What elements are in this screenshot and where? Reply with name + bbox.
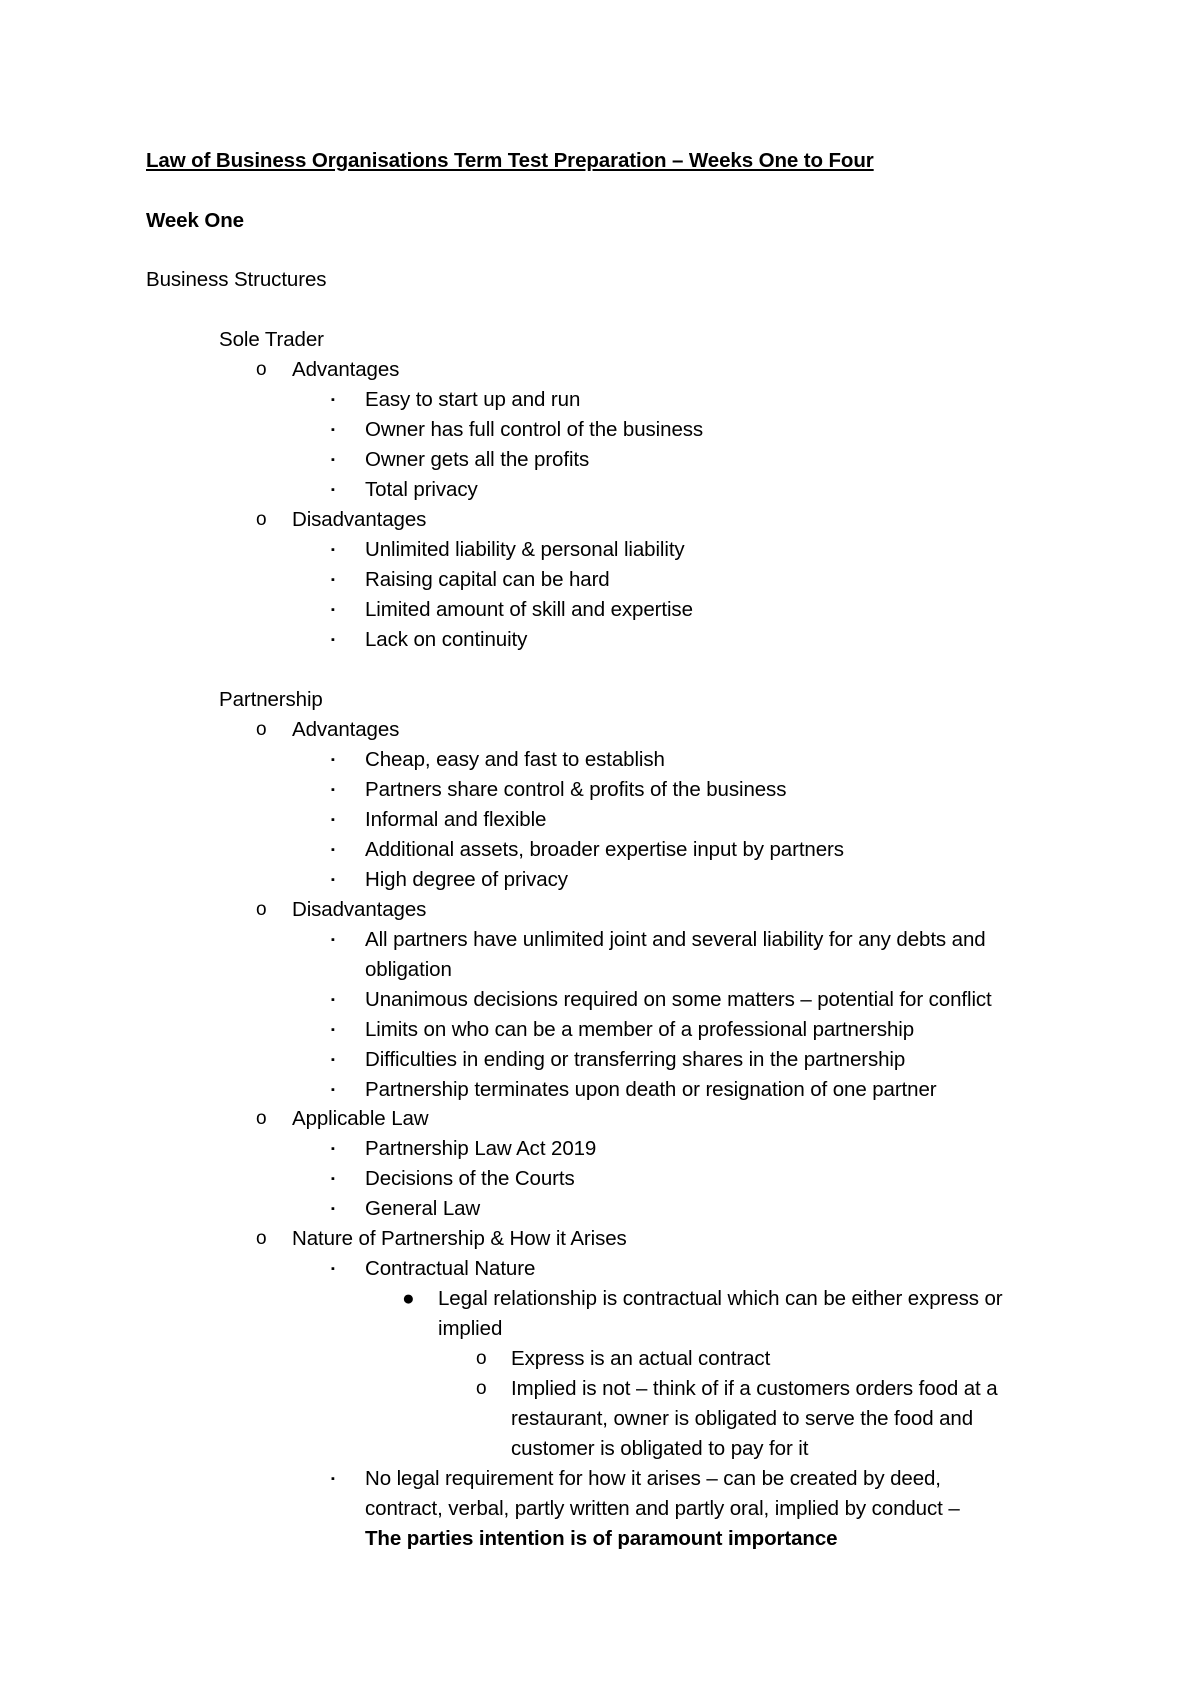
week-heading: Week One	[146, 209, 244, 232]
square-bullet-icon: ▪	[331, 1024, 335, 1036]
square-bullet-icon: ▪	[331, 754, 335, 766]
square-bullet-icon: ▪	[331, 424, 335, 436]
circle-bullet-icon: o	[256, 1108, 267, 1129]
list-item: Informal and flexible	[365, 808, 547, 831]
list-item-continuation: restaurant, owner is obligated to serve the food and	[511, 1407, 974, 1430]
square-bullet-icon: ▪	[331, 994, 335, 1006]
list-item: Owner has full control of the business	[365, 418, 704, 441]
list-item: Unanimous decisions required on some matters – potential for conflict	[365, 988, 992, 1011]
list-item-continuation: customer is obligated to pay for it	[511, 1437, 809, 1460]
square-bullet-icon: ▪	[331, 394, 335, 406]
nature-label: Nature of Partnership & How it Arises	[292, 1227, 627, 1250]
list-item: Implied is not – think of if a customers orders food at a	[511, 1377, 998, 1400]
circle-bullet-icon: o	[476, 1378, 487, 1399]
square-bullet-icon: ▪	[331, 1203, 335, 1215]
square-bullet-icon: ▪	[331, 1084, 335, 1096]
list-item: Decisions of the Courts	[365, 1167, 575, 1190]
list-item-continuation: obligation	[365, 958, 452, 981]
sole-trader-disadvantages-label: Disadvantages	[292, 508, 427, 531]
dot-bullet-icon: ●	[402, 1287, 415, 1310]
list-item: Partners share control & profits of the business	[365, 778, 787, 801]
square-bullet-icon: ▪	[331, 634, 335, 646]
list-item: No legal requirement for how it arises – can be created by deed,	[365, 1467, 941, 1490]
square-bullet-icon: ▪	[331, 454, 335, 466]
list-item: General Law	[365, 1197, 481, 1220]
section-heading: Business Structures	[146, 268, 327, 291]
list-item-continuation: implied	[438, 1317, 503, 1340]
document-title: Law of Business Organisations Term Test Preparation – Weeks One to Four	[146, 149, 874, 172]
sole-trader-advantages-label: Advantages	[292, 358, 400, 381]
circle-bullet-icon: o	[256, 719, 267, 740]
square-bullet-icon: ▪	[331, 484, 335, 496]
square-bullet-icon: ▪	[331, 604, 335, 616]
square-bullet-icon: ▪	[331, 1054, 335, 1066]
applicable-law-label: Applicable Law	[292, 1107, 429, 1130]
list-item: Limited amount of skill and expertise	[365, 598, 693, 621]
list-item: Partnership Law Act 2019	[365, 1137, 597, 1160]
square-bullet-icon: ▪	[331, 814, 335, 826]
list-item: Partnership terminates upon death or resignation of one partner	[365, 1078, 937, 1101]
list-item: Cheap, easy and fast to establish	[365, 748, 665, 771]
list-item: Total privacy	[365, 478, 478, 501]
square-bullet-icon: ▪	[331, 1473, 335, 1485]
square-bullet-icon: ▪	[331, 1263, 335, 1275]
circle-bullet-icon: o	[256, 1228, 267, 1249]
sole-trader-heading: Sole Trader	[219, 328, 324, 351]
contractual-nature-label: Contractual Nature	[365, 1257, 536, 1280]
list-item: Lack on continuity	[365, 628, 528, 651]
list-item: Additional assets, broader expertise input by partners	[365, 838, 844, 861]
list-item: Raising capital can be hard	[365, 568, 610, 591]
list-item: Owner gets all the profits	[365, 448, 590, 471]
square-bullet-icon: ▪	[331, 1143, 335, 1155]
list-item: Legal relationship is contractual which can be either express or	[438, 1287, 1003, 1310]
list-item: Limits on who can be a member of a professional partnership	[365, 1018, 915, 1041]
square-bullet-icon: ▪	[331, 574, 335, 586]
square-bullet-icon: ▪	[331, 544, 335, 556]
list-item: High degree of privacy	[365, 868, 568, 891]
square-bullet-icon: ▪	[331, 784, 335, 796]
list-item: Difficulties in ending or transferring shares in the partnership	[365, 1048, 906, 1071]
square-bullet-icon: ▪	[331, 844, 335, 856]
square-bullet-icon: ▪	[331, 934, 335, 946]
list-item-continuation: contract, verbal, partly written and partly oral, implied by conduct –	[365, 1497, 960, 1520]
circle-bullet-icon: o	[476, 1348, 487, 1369]
partnership-heading: Partnership	[219, 688, 323, 711]
circle-bullet-icon: o	[256, 509, 267, 530]
circle-bullet-icon: o	[256, 359, 267, 380]
list-item: Express is an actual contract	[511, 1347, 771, 1370]
square-bullet-icon: ▪	[331, 874, 335, 886]
list-item: All partners have unlimited joint and several liability for any debts and	[365, 928, 986, 951]
partnership-advantages-label: Advantages	[292, 718, 400, 741]
partnership-disadvantages-label: Disadvantages	[292, 898, 427, 921]
circle-bullet-icon: o	[256, 899, 267, 920]
emphasis-text: The parties intention is of paramount importance	[365, 1527, 838, 1550]
list-item: Easy to start up and run	[365, 388, 581, 411]
list-item: Unlimited liability & personal liability	[365, 538, 685, 561]
square-bullet-icon: ▪	[331, 1173, 335, 1185]
